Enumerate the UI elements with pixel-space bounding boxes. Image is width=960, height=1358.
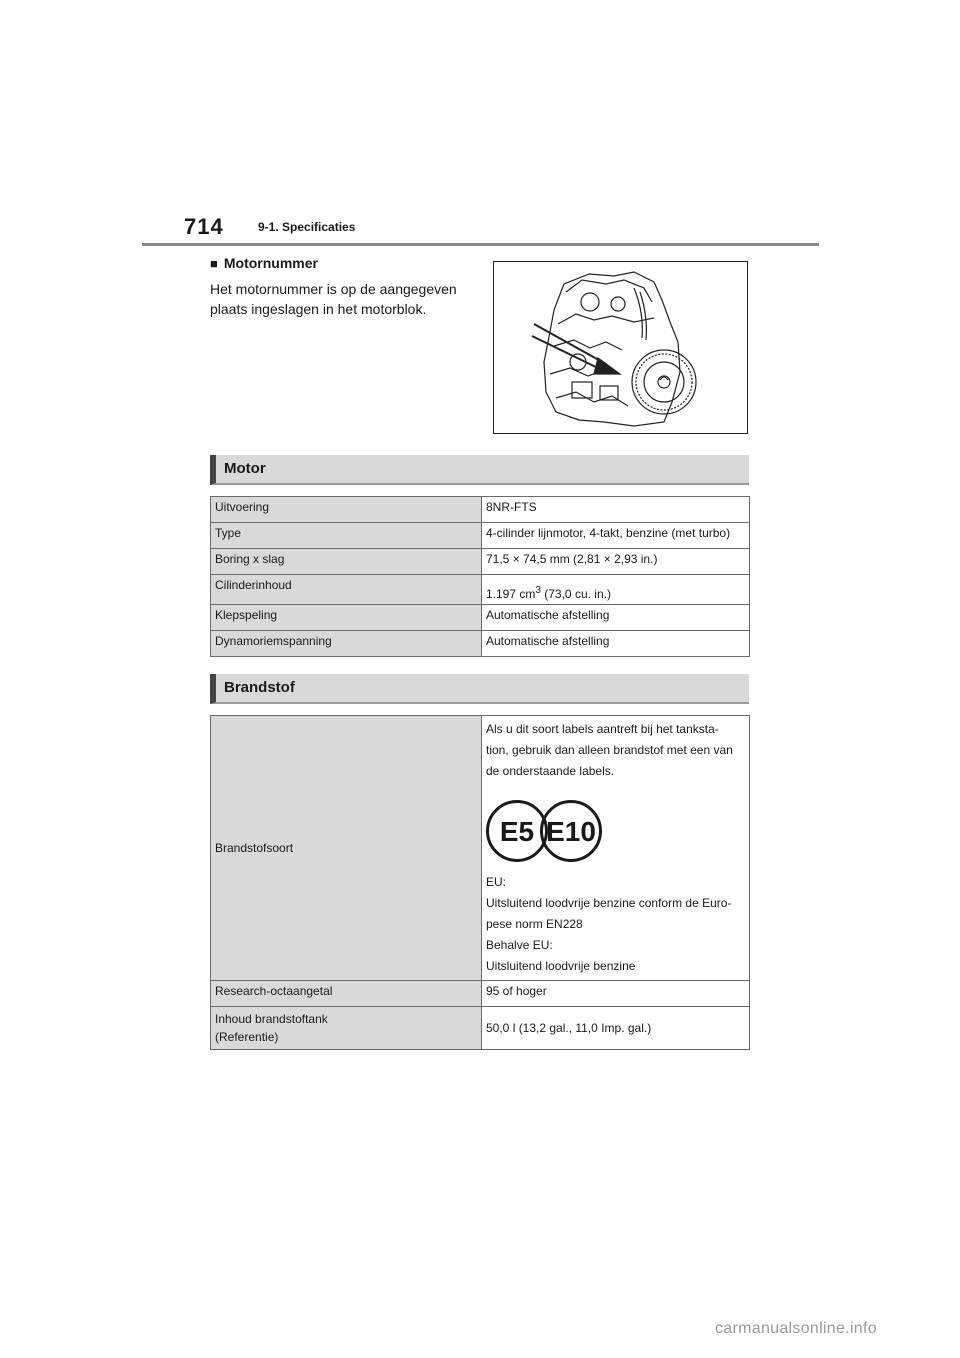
fuel-note-line: Uitsluitend loodvrije benzine — [486, 959, 636, 973]
heading-text: Motornummer — [223, 255, 318, 271]
fuel-table — [210, 715, 750, 1050]
spec-key: Type — [211, 523, 482, 549]
table-row — [211, 523, 750, 549]
spec-value: 4-cilinder lijnmotor, 4-takt, benzine (met turbo) — [482, 523, 750, 549]
fuel-info-line: de onderstaande labels. — [486, 764, 615, 778]
table-row — [211, 575, 750, 605]
table-row — [211, 716, 750, 981]
spec-key: Brandstofsoort — [211, 716, 482, 981]
table-row — [211, 981, 750, 1007]
fuel-note-line: EU: — [486, 875, 507, 889]
spec-value: 95 of hoger — [482, 981, 750, 1007]
spec-value: 71,5 × 74,5 mm (2,81 × 2,93 in.) — [482, 549, 750, 575]
fuel-info-line: tion, gebruik dan alleen brandstof met een van — [486, 743, 733, 757]
table-row — [211, 1007, 750, 1050]
square-bullet: ■ — [210, 255, 218, 271]
spec-value — [482, 575, 750, 605]
table-row — [211, 605, 750, 631]
header-rule — [142, 243, 819, 246]
motor-band: Motor — [210, 455, 749, 485]
engine-number-text — [210, 279, 480, 319]
motor-table — [210, 496, 750, 657]
fuel-label-e10-icon: E10 — [540, 800, 602, 862]
spec-key: Dynamoriemspanning — [211, 631, 482, 657]
fuel-label-e5-icon: E5 — [486, 800, 548, 862]
superscript: 3 — [535, 585, 541, 596]
spec-key — [211, 1007, 482, 1050]
section-title: 9-1. Specificaties — [258, 220, 356, 234]
footer-watermark: carmanualsonline.info — [715, 1320, 877, 1337]
spec-value: 8NR-FTS — [482, 497, 750, 523]
key-line: Inhoud brandstoftank — [215, 1012, 328, 1026]
spec-key: Research-octaangetal — [211, 981, 482, 1007]
fuel-note-line: pese norm EN228 — [486, 917, 583, 931]
fuel-band: Brandstof — [210, 674, 749, 704]
value-text: (73,0 cu. in.) — [540, 587, 611, 601]
fuel-labels — [486, 800, 745, 862]
spec-value: Automatische afstelling — [482, 605, 750, 631]
page-number: 714 — [184, 214, 224, 239]
fuel-note-line: Uitsluitend loodvrije benzine conform de Euro- — [486, 896, 732, 910]
fuel-info-line: Als u dit soort labels aantreft bij het tanksta- — [486, 722, 719, 736]
spec-key: Klepspeling — [211, 605, 482, 631]
fuel-type-value — [482, 716, 750, 981]
fuel-note-line: Behalve EU: — [486, 938, 553, 952]
table-row — [211, 631, 750, 657]
spec-key: Cilinderinhoud — [211, 575, 482, 605]
value-text: 1.197 cm — [486, 587, 536, 601]
table-row — [211, 497, 750, 523]
spec-key: Uitvoering — [211, 497, 482, 523]
key-line: (Referentie) — [215, 1030, 279, 1044]
intro-line-2: plaats ingeslagen in het motorblok. — [210, 301, 427, 317]
engine-number-heading — [210, 255, 318, 271]
table-row — [211, 549, 750, 575]
spec-value: 50,0 l (13,2 gal., 11,0 Imp. gal.) — [482, 1007, 750, 1050]
spec-key: Boring x slag — [211, 549, 482, 575]
engine-figure — [493, 261, 748, 434]
engine-illustration-icon — [494, 262, 747, 433]
spec-value: Automatische afstelling — [482, 631, 750, 657]
intro-line-1: Het motornummer is op de aangegeven — [210, 281, 457, 297]
